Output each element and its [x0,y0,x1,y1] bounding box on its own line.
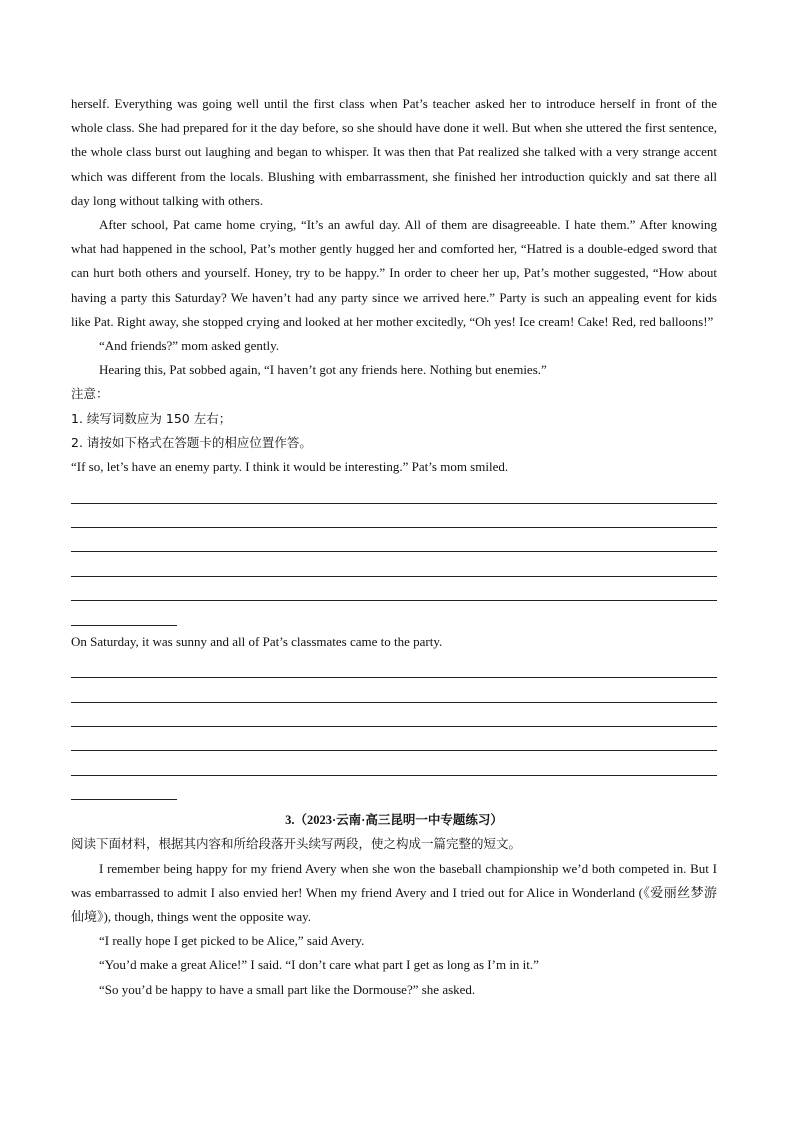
question-3-paragraph-1: I remember being happy for my friend Avery when she won the baseball championship we’d both competed in. But I was embarrassed to admit I also envied her! When my friend Avery and I tried out for Alice in Wonderland (《爱丽丝梦游仙境》), though, things went the opposite way. [71,860,717,924]
question-3-paragraph-3: “You’d make a great Alice!” I said. “I don’t care what part I get as long as I’m in it.” [99,957,539,973]
notes-item-2: 2. 请按如下格式在答题卡的相应位置作答。 [71,434,312,450]
question-3-paragraph-4: “So you’d be happy to have a small part like the Dormouse?” she asked. [99,981,476,997]
answer-line[interactable] [71,751,717,775]
question-3-paragraph-2: “I really hope I get picked to be Alice,” said Avery. [99,933,365,949]
continuation-prompt-2: On Saturday, it was sunny and all of Pat’s classmates came to the party. [71,633,443,649]
answer-line[interactable] [71,552,717,576]
answer-line[interactable] [71,776,177,800]
document-page [71,92,717,1002]
answer-lines-1 [71,479,717,625]
question-3-instruction: 阅读下面材料，根据其内容和所给段落开头续写两段，使之构成一篇完整的短文。 [71,836,522,852]
answer-line[interactable] [71,479,717,503]
answer-line[interactable] [71,727,717,751]
passage-paragraph-2: After school, Pat came home crying, “It’s an awful day. All of them are disagreeable. I hate them.” After knowing what had happened in the school, Pat’s mother gently hugged her and comforted her, “Hatred is a double-edged sword that can hurt both others and yourself. Honey, try to be happy.” In order to cheer her up, Pat’s mother suggested, “How about having a party this Saturday? We haven’t had any party since we arrived here.” Party is such an appealing event for kids like Pat. Right away, she stopped crying and looked at her mother excitedly, “Oh yes! Ice cream! Cake! Red, red balloons!” [71,217,717,329]
answer-line[interactable] [71,601,177,625]
answer-lines-2 [71,654,717,800]
answer-line[interactable] [71,703,717,727]
passage-paragraph-4: Hearing this, Pat sobbed again, “I haven’t got any friends here. Nothing but enemies.” [99,362,547,378]
passage-paragraph-1: herself. Everything was going well until the first class when Pat’s teacher asked her to introduce herself in front of the whole class. She had prepared for it the day before, so she should have done it well. But when she uttered the first sentence, the whole class burst out laughing and began to whisper. It was then that Pat realized she talked with a very strange accent which was different from the locals. Blushing with embarrassment, she finished her introduction quickly and sat there all day long without talking with others. [71,96,717,208]
continuation-prompt-1: “If so, let’s have an enemy party. I think it would be interesting.” Pat’s mom smiled. [71,459,509,475]
answer-line[interactable] [71,528,717,552]
answer-line[interactable] [71,678,717,702]
passage-paragraph-3: “And friends?” mom asked gently. [99,338,280,354]
notes-label: 注意： [71,386,109,402]
answer-line[interactable] [71,577,717,601]
notes-item-1: 1. 续写词数应为 150 左右； [71,410,232,426]
answer-line[interactable] [71,654,717,678]
answer-line[interactable] [71,504,717,528]
question-3-heading: 3.（2023·云南·高三昆明一中专题练习） [285,813,503,828]
